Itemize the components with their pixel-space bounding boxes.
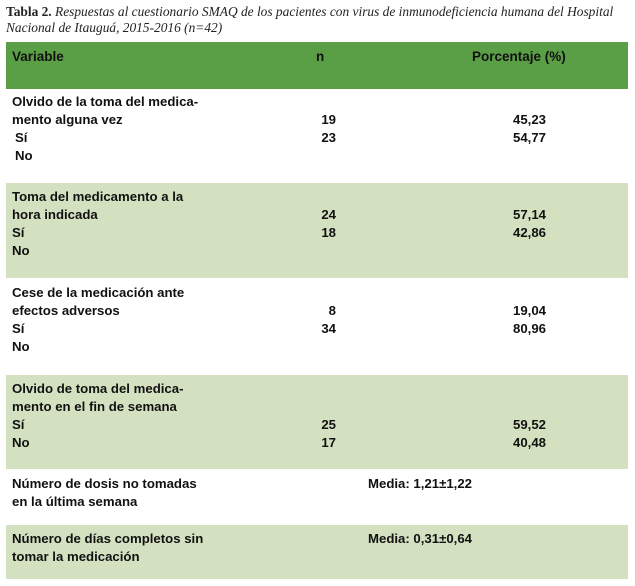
caption-label: Tabla 2. — [6, 4, 52, 19]
table-header — [6, 42, 628, 89]
cell-percent: 42,86 — [512, 225, 546, 240]
group-title-line1: Número de días completos sin — [12, 531, 204, 546]
row-label: Sí — [12, 225, 25, 240]
cell-percent: 40,48 — [512, 435, 546, 450]
caption-text: Respuestas al cuestionario SMAQ de los pacientes con virus de inmunodeficiencia humana del Hospital Nacional de Itauguá, 2015-2016 (n=42) — [6, 4, 614, 35]
cell-percent: 59,52 — [512, 417, 546, 432]
row-label: Sí — [15, 130, 28, 145]
header-percent: Porcentaje (%) — [472, 49, 566, 64]
group-fin-de-semana — [6, 375, 628, 469]
row-label: Sí — [12, 321, 25, 336]
group-title-line2: tomar la medicación — [12, 549, 140, 564]
cell-percent: 57,14 — [512, 207, 546, 222]
media-value: Media: 0,31±0,64 — [368, 531, 472, 546]
cell-n: 34 — [321, 321, 336, 336]
group-title-line1: Olvido de la toma del medica- — [12, 94, 199, 109]
row-label: No — [12, 435, 30, 450]
cell-n: 19 — [321, 112, 336, 127]
cell-percent: 54,77 — [512, 130, 546, 145]
group-title-line1: Toma del medicamento a la — [12, 189, 184, 204]
cell-n: 18 — [321, 225, 336, 240]
cell-n: 23 — [321, 130, 336, 145]
group-cese-medicacion — [6, 278, 628, 375]
cell-n: 8 — [328, 303, 336, 318]
group-title-line1: Número de dosis no tomadas — [12, 476, 197, 491]
group-olvido-alguna-vez — [6, 89, 628, 183]
cell-percent: 19,04 — [512, 303, 546, 318]
group-title-line2: en la última semana — [12, 494, 138, 509]
row-label: Sí — [12, 417, 25, 432]
group-dosis-no-tomadas — [6, 469, 628, 521]
group-hora-indicada — [6, 183, 628, 278]
row-label: No — [12, 339, 30, 354]
group-title-line2: hora indicada — [12, 207, 98, 222]
cell-percent: 80,96 — [512, 321, 546, 336]
cell-n: 24 — [321, 207, 336, 222]
group-title-line1: Cese de la medicación ante — [12, 285, 185, 300]
header-n: n — [316, 49, 325, 64]
media-value: Media: 1,21±1,22 — [368, 476, 472, 491]
group-title-line1: Olvido de toma del medica- — [12, 381, 184, 396]
row-label: No — [15, 148, 33, 163]
group-title-line2: efectos adversos — [12, 303, 120, 318]
group-dias-sin-medicacion — [6, 525, 628, 579]
header-variable: Variable — [12, 49, 64, 64]
group-title-line2: mento alguna vez — [12, 112, 123, 127]
cell-n: 25 — [321, 417, 336, 432]
row-label: No — [12, 243, 30, 258]
cell-percent: 45,23 — [512, 112, 546, 127]
table-caption — [6, 4, 630, 36]
group-title-line2: mento en el fin de semana — [12, 399, 177, 414]
cell-n: 17 — [321, 435, 336, 450]
